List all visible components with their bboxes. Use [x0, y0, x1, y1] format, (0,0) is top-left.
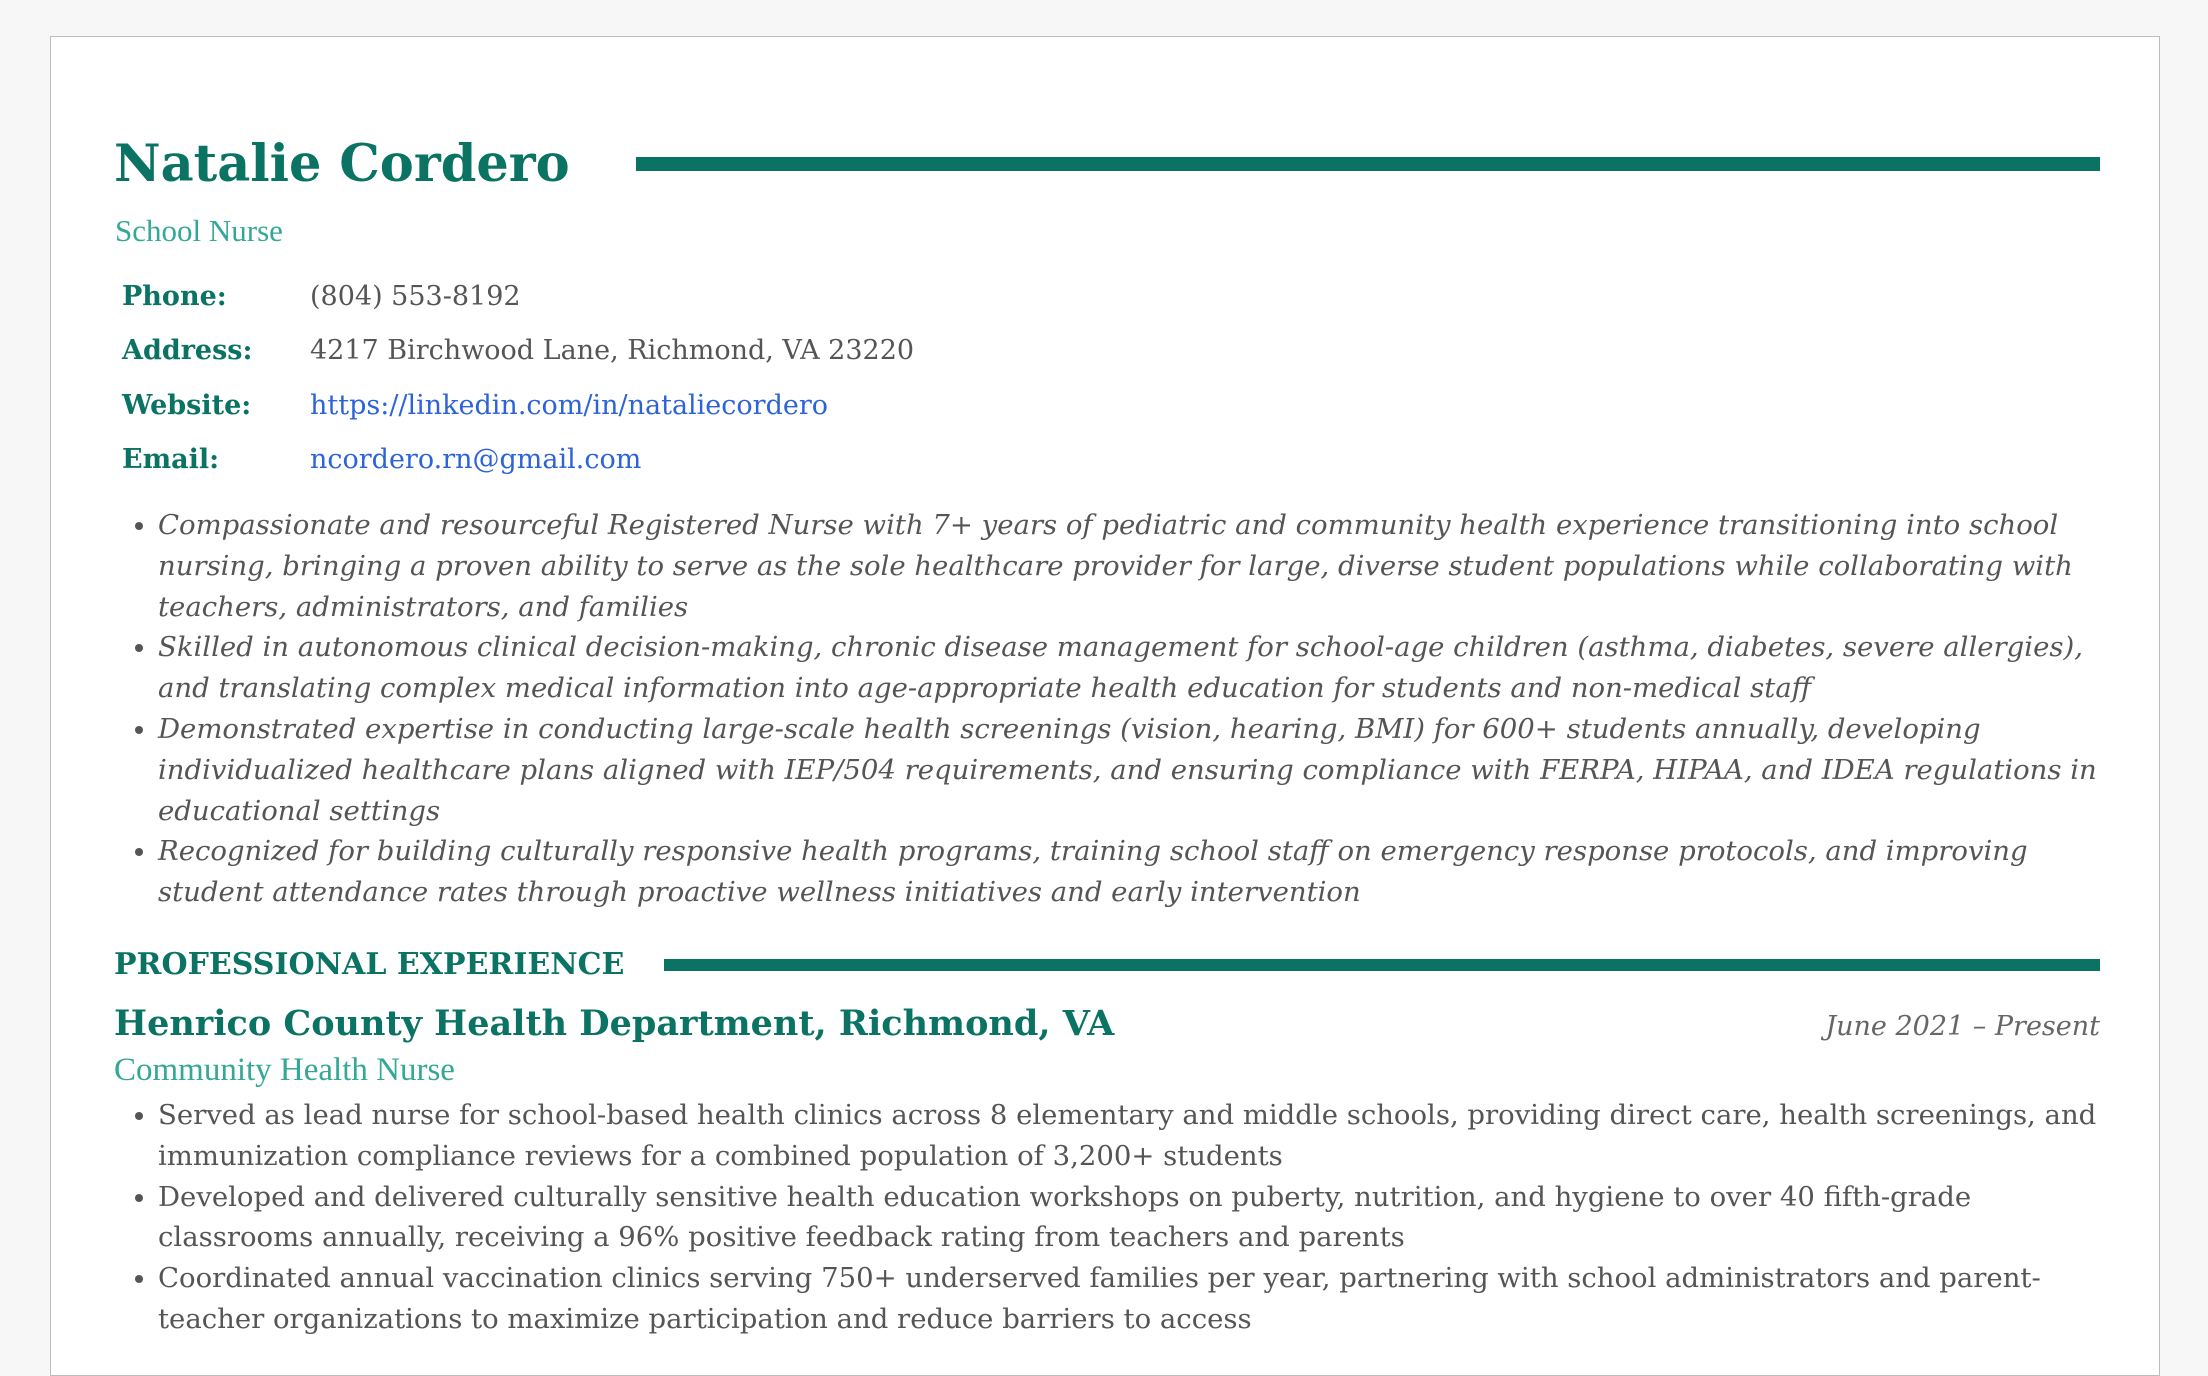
contact-row-address [122, 324, 2100, 379]
employer-name: Henrico County Health Department, Richmond, VA [114, 1002, 1115, 1044]
contact-label: Website: [122, 389, 252, 421]
summary-item: • Demonstrated expertise in conducting large-scale health screenings (vision, hearing, BMI) for 600+ students annually, developing individualized healthcare plans aligned with IEP/504 requirements, and ensuring compliance with FERPA, HIPAA, and IDEA regulations in educational settings [158, 709, 2100, 831]
address-value: 4217 Birchwood Lane, Richmond, VA 23220 [310, 335, 915, 367]
summary-item: • Recognized for building culturally responsive health programs, training school staff on emergency response protocols, and improving student attendance rates through proactive wellness initiatives and early intervention [158, 831, 2100, 913]
contact-label: Email: [122, 444, 220, 476]
section-title: PROFESSIONAL EXPERIENCE [114, 947, 625, 983]
phone-value: (804) 553-8192 [310, 280, 521, 312]
duty-item: • Coordinated annual vaccination clinics serving 750+ underserved families per year, partnering with school administrators and parent-teacher organizations to maximize participation and reduce barriers to access [158, 1258, 2100, 1340]
contact-row-email [122, 433, 2100, 488]
job-entry [114, 1003, 2100, 1340]
job-role: Community Health Nurse [114, 1051, 455, 1088]
candidate-title: School Nurse [115, 213, 283, 248]
contact-info [122, 269, 2100, 487]
job-header [114, 1003, 2100, 1044]
candidate-name: Natalie Cordero [114, 134, 570, 194]
experience-section-header [114, 941, 2100, 989]
job-dates: June 2021 – Present [1825, 1010, 2100, 1042]
contact-label: Address: [122, 335, 253, 367]
summary-item: • Skilled in autonomous clinical decision-making, chronic disease management for school-age children (asthma, diabetes, severe allergies), and translating complex medical information into age-appropriate health education for students and non-medical staff [158, 627, 2100, 709]
website-link[interactable]: https://linkedin.com/in/nataliecordero [310, 389, 828, 421]
summary-list [114, 505, 2100, 913]
duty-item: • Developed and delivered culturally sensitive health education workshops on puberty, nutrition, and hygiene to over 40 fifth-grade classrooms annually, receiving a 96% positive feedback rating from teachers and parents [158, 1177, 2100, 1259]
contact-row-phone [122, 269, 2100, 324]
job-duties [114, 1095, 2100, 1340]
resume-page [50, 36, 2160, 1376]
name-divider [636, 157, 2100, 171]
resume-content [114, 127, 2100, 1340]
section-divider [664, 959, 2100, 971]
duty-item: • Served as lead nurse for school-based health clinics across 8 elementary and middle schools, providing direct care, health screenings, and immunization compliance reviews for a combined population of 3,200+ students [158, 1095, 2100, 1177]
contact-row-website [122, 378, 2100, 433]
email-link[interactable]: ncordero.rn@gmail.com [310, 444, 642, 476]
name-header [114, 127, 2100, 201]
summary-item: • Compassionate and resourceful Registered Nurse with 7+ years of pediatric and community health experience transitioning into school nursing, bringing a proven ability to serve as the sole healthcare provider for large, diverse student populations while collaborating with teachers, administrators, and families [158, 505, 2100, 627]
contact-label: Phone: [122, 280, 227, 312]
